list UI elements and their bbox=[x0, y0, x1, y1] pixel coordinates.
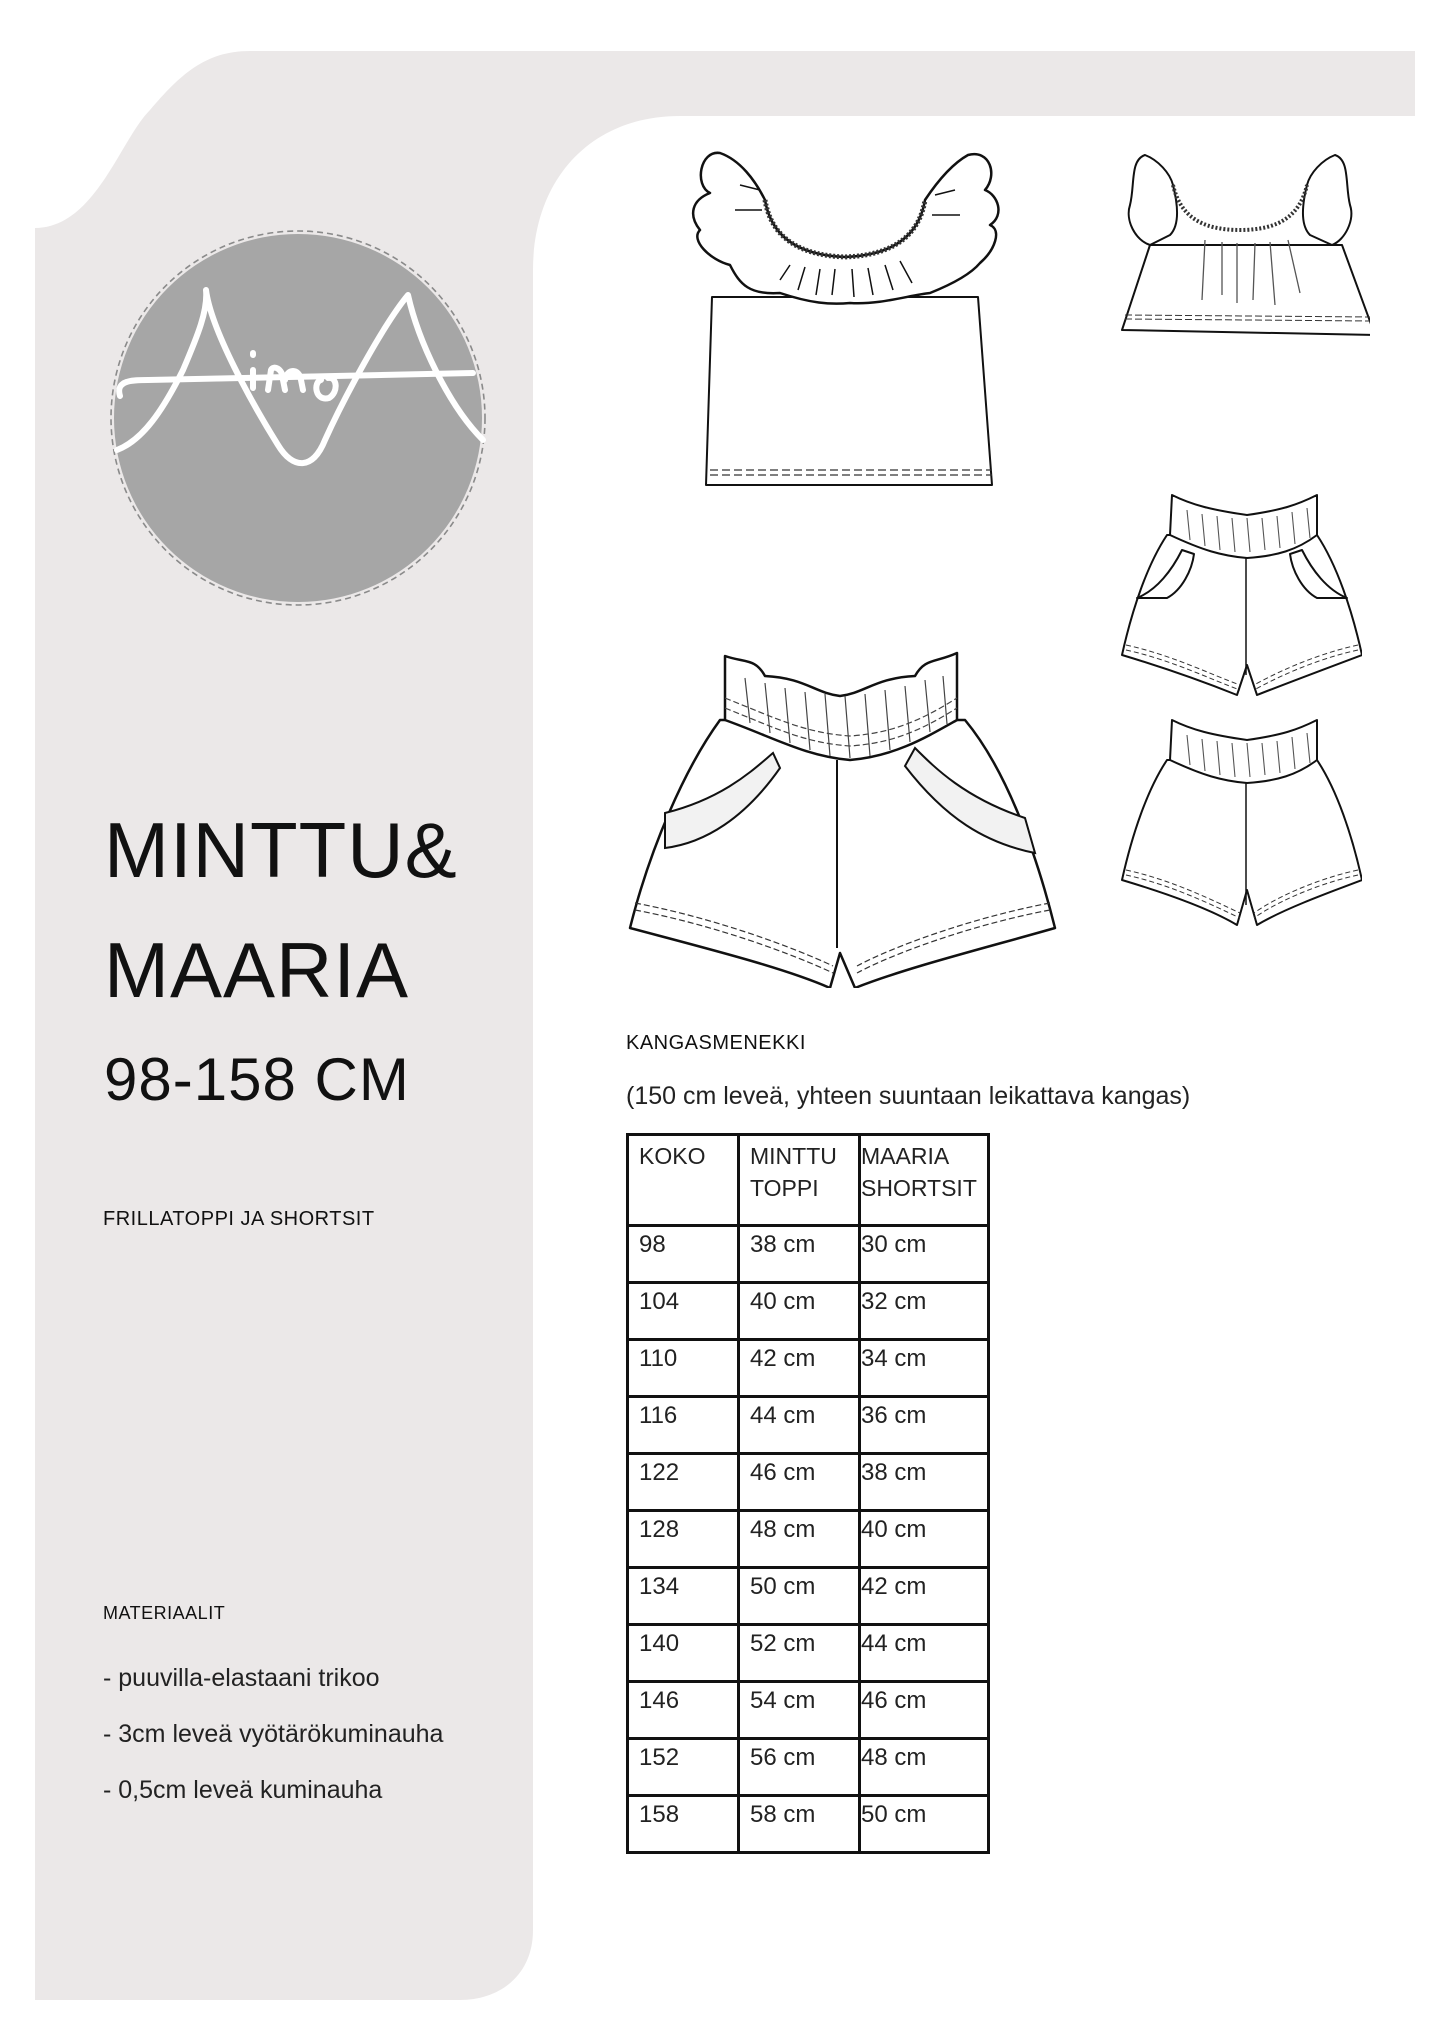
header-maaria bbox=[860, 1135, 989, 1226]
header-minttu-label: MINTTU bbox=[750, 1143, 837, 1169]
size-cell: 134 bbox=[628, 1568, 739, 1625]
pattern-subtitle: FRILLATOPPI JA SHORTSIT bbox=[103, 1208, 375, 1230]
size-range: 98-158 CM bbox=[104, 1046, 410, 1113]
table-row bbox=[628, 1682, 989, 1739]
table-row bbox=[628, 1796, 989, 1853]
plain-shorts-icon bbox=[1112, 715, 1362, 930]
maaria-cell: 46 cm bbox=[860, 1682, 989, 1739]
maaria-cell: 32 cm bbox=[860, 1283, 989, 1340]
header-maaria-label: MAARIA bbox=[861, 1143, 950, 1169]
maaria-cell: 44 cm bbox=[860, 1625, 989, 1682]
materials-item: - 3cm leveä vyötärökuminauha bbox=[103, 1720, 444, 1748]
size-cell: 104 bbox=[628, 1283, 739, 1340]
size-cell: 158 bbox=[628, 1796, 739, 1853]
materials-item: - 0,5cm leveä kuminauha bbox=[103, 1776, 383, 1804]
ruffle-top-icon bbox=[680, 145, 1010, 505]
size-cell: 110 bbox=[628, 1340, 739, 1397]
minttu-cell: 58 cm bbox=[739, 1796, 860, 1853]
maaria-cell: 48 cm bbox=[860, 1739, 989, 1796]
title-line-1: MINTTU& bbox=[104, 806, 458, 894]
table-row bbox=[628, 1283, 989, 1340]
size-cell: 116 bbox=[628, 1397, 739, 1454]
fabric-usage-heading: KANGASMENEKKI bbox=[626, 1032, 806, 1054]
table-row bbox=[628, 1739, 989, 1796]
size-cell: 128 bbox=[628, 1511, 739, 1568]
minttu-cell: 56 cm bbox=[739, 1739, 860, 1796]
pocket-shorts-icon bbox=[1112, 490, 1362, 700]
materials-item: - puuvilla-elastaani trikoo bbox=[103, 1664, 380, 1692]
pattern-title bbox=[104, 790, 458, 1030]
table-row bbox=[628, 1454, 989, 1511]
minttu-cell: 42 cm bbox=[739, 1340, 860, 1397]
table-row bbox=[628, 1511, 989, 1568]
maaria-cell: 40 cm bbox=[860, 1511, 989, 1568]
logo-circle bbox=[114, 234, 482, 602]
flutter-top-icon bbox=[1110, 145, 1370, 350]
maaria-cell: 36 cm bbox=[860, 1397, 989, 1454]
minttu-cell: 46 cm bbox=[739, 1454, 860, 1511]
table-row bbox=[628, 1625, 989, 1682]
minttu-cell: 44 cm bbox=[739, 1397, 860, 1454]
table-row bbox=[628, 1568, 989, 1625]
materials-section bbox=[103, 1603, 443, 1818]
maaria-cell: 50 cm bbox=[860, 1796, 989, 1853]
table-row bbox=[628, 1397, 989, 1454]
brand-logo bbox=[103, 230, 493, 606]
minttu-cell: 38 cm bbox=[739, 1226, 860, 1283]
minttu-cell: 52 cm bbox=[739, 1625, 860, 1682]
fabric-usage-note: (150 cm leveä, yhteen suuntaan leikattava kangas) bbox=[626, 1082, 1191, 1110]
header-minttu-label-2: TOPPI bbox=[750, 1175, 819, 1201]
size-cell: 98 bbox=[628, 1226, 739, 1283]
title-line-2: MAARIA bbox=[104, 926, 410, 1014]
table-body bbox=[628, 1226, 989, 1853]
table-row bbox=[628, 1340, 989, 1397]
fabric-usage-table bbox=[626, 1133, 990, 1854]
header-minttu bbox=[739, 1135, 860, 1226]
table-header-row bbox=[628, 1135, 989, 1226]
minttu-cell: 54 cm bbox=[739, 1682, 860, 1739]
materials-heading: MATERIAALIT bbox=[103, 1603, 226, 1623]
header-maaria-label-2: SHORTSIT bbox=[861, 1175, 977, 1201]
maaria-cell: 38 cm bbox=[860, 1454, 989, 1511]
maaria-cell: 30 cm bbox=[860, 1226, 989, 1283]
minttu-cell: 40 cm bbox=[739, 1283, 860, 1340]
header-size-label: KOKO bbox=[639, 1143, 706, 1169]
table-row bbox=[628, 1226, 989, 1283]
size-cell: 152 bbox=[628, 1739, 739, 1796]
header-size bbox=[628, 1135, 739, 1226]
minttu-cell: 50 cm bbox=[739, 1568, 860, 1625]
maaria-cell: 42 cm bbox=[860, 1568, 989, 1625]
maaria-cell: 34 cm bbox=[860, 1340, 989, 1397]
size-cell: 146 bbox=[628, 1682, 739, 1739]
ruffle-shorts-icon bbox=[625, 648, 1070, 988]
minttu-cell: 48 cm bbox=[739, 1511, 860, 1568]
size-cell: 122 bbox=[628, 1454, 739, 1511]
size-cell: 140 bbox=[628, 1625, 739, 1682]
